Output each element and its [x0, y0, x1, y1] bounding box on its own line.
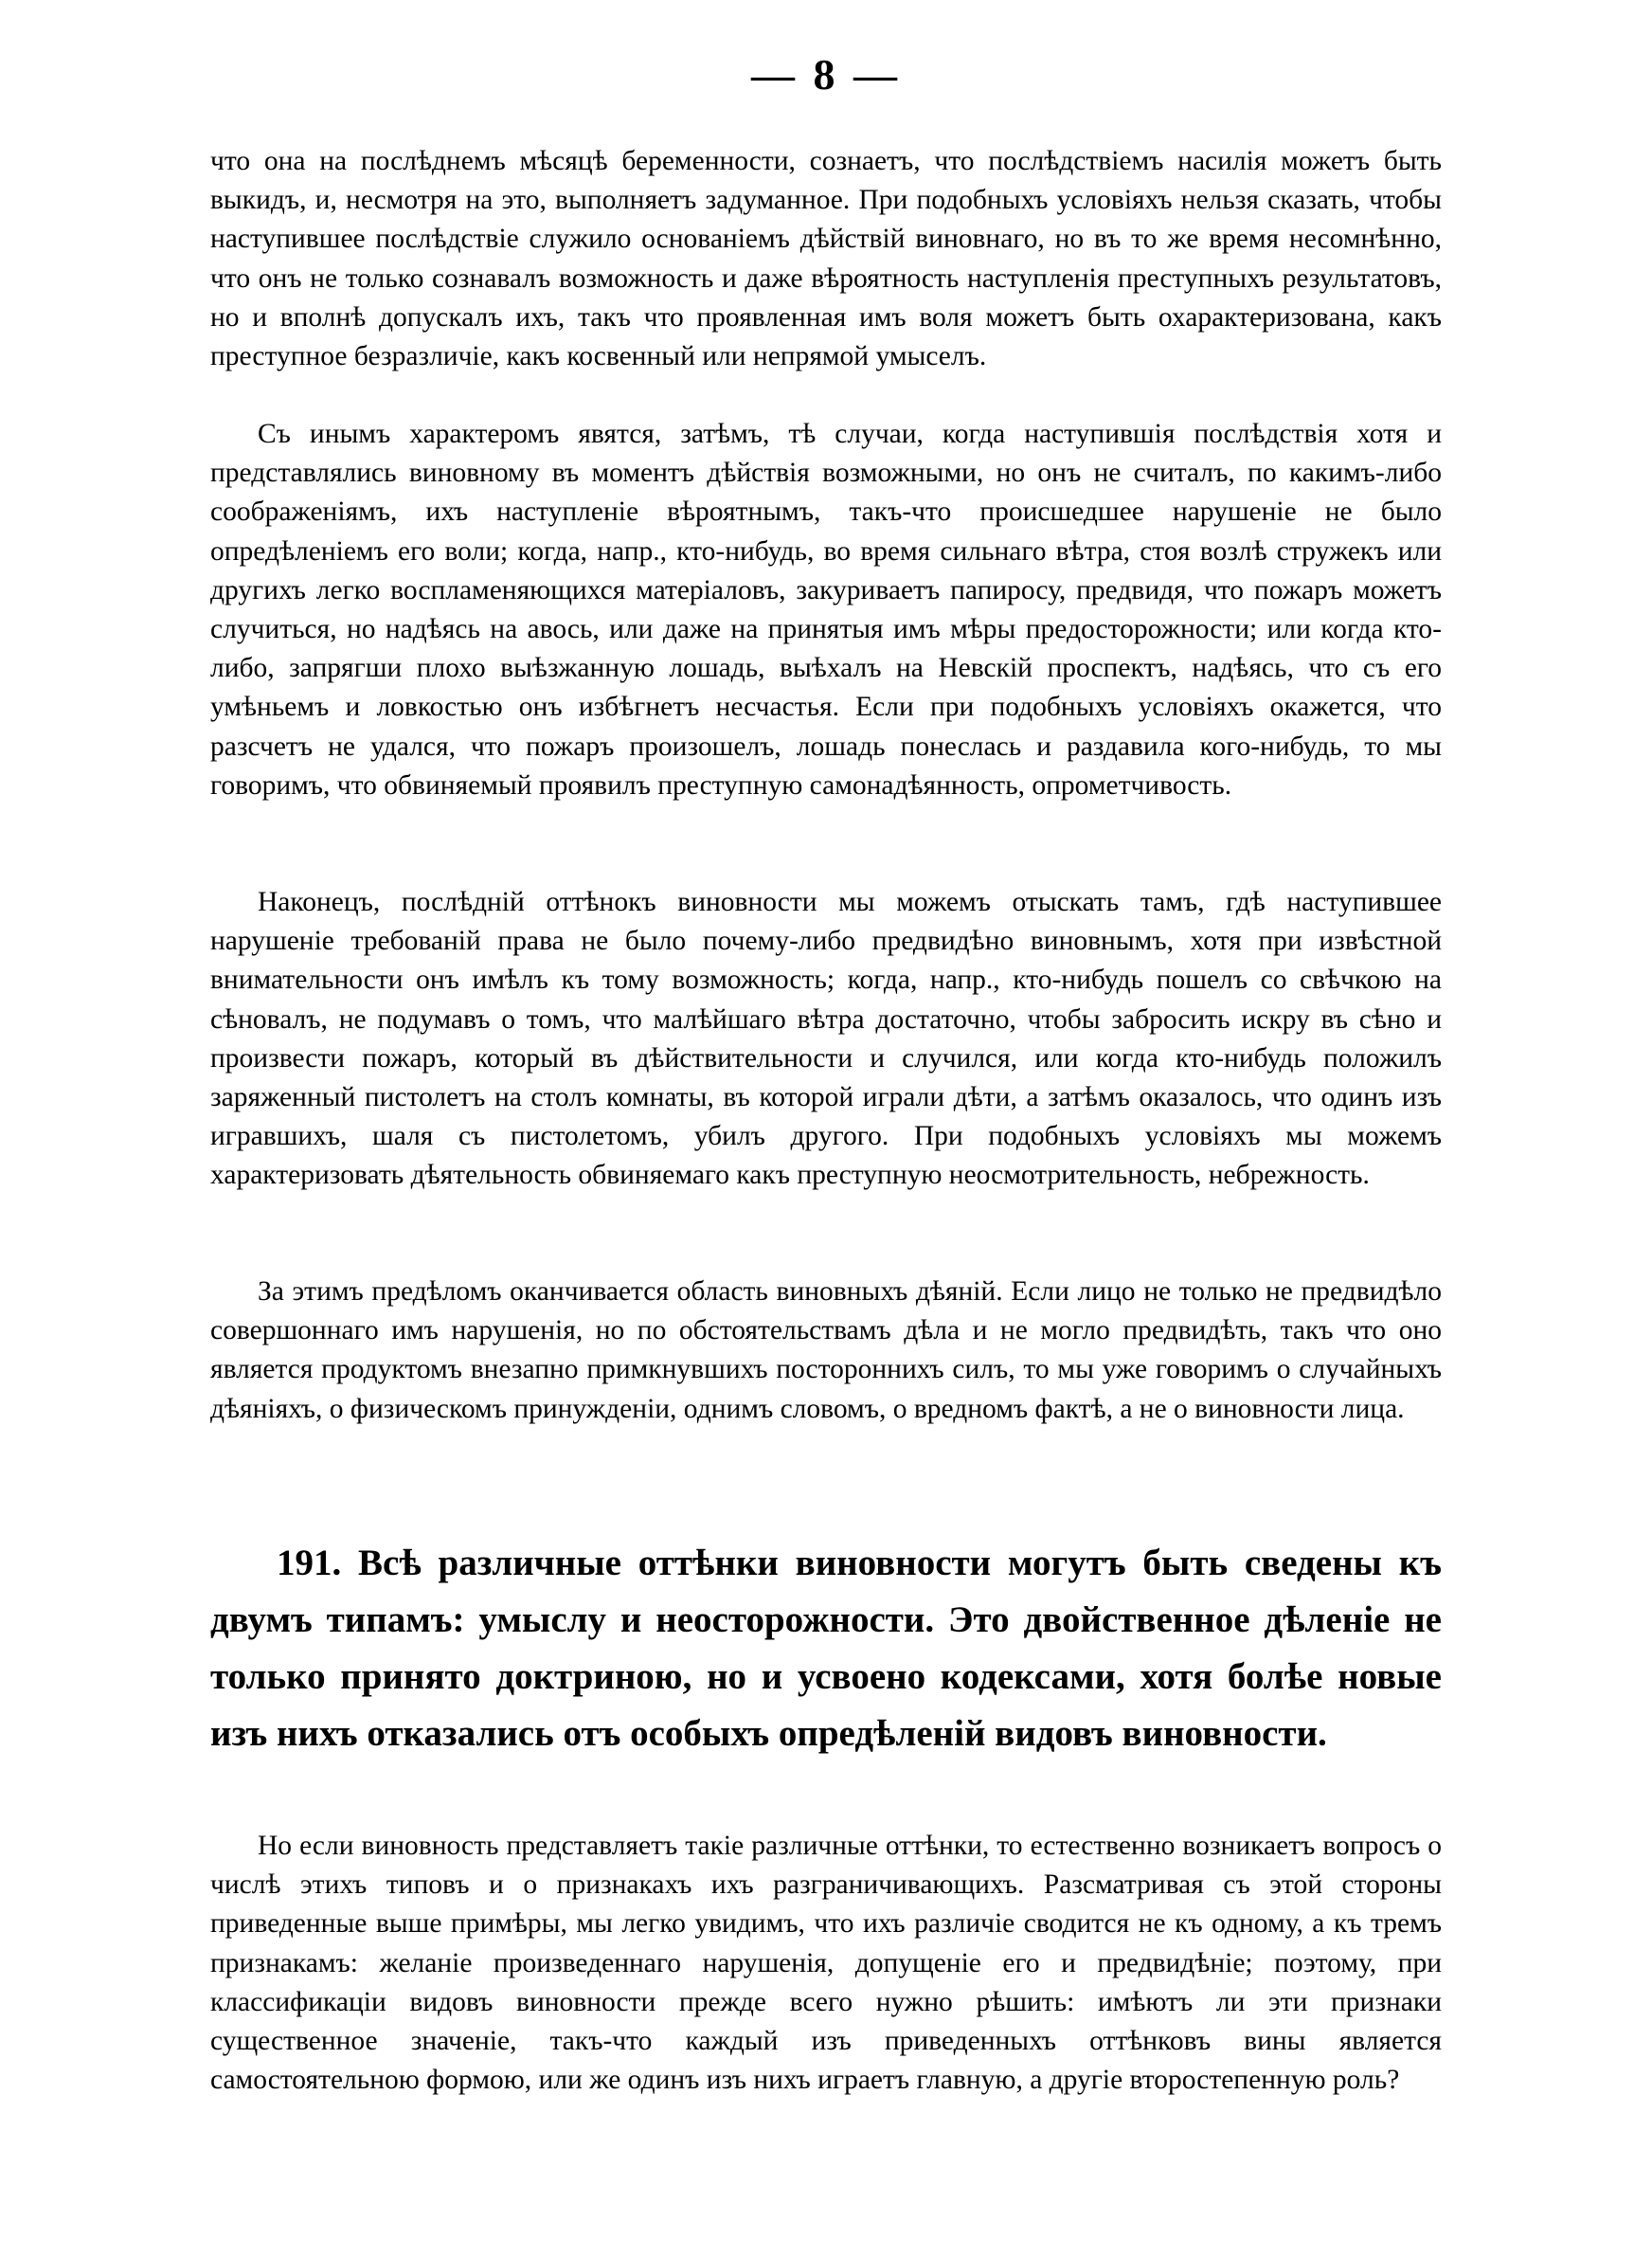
- section-heading-text: Всѣ различные оттѣнки виновности могутъ быть сведены къ двумъ типамъ: умыслу и неосторожности. Это двойственное дѣленіе не только принято доктриною, но и усвоено кодексами, хотя болѣе новые изъ нихъ отказались отъ особыхъ опредѣленій видовъ виновности.: [210, 1543, 1442, 1754]
- paragraph-1: [210, 142, 1442, 376]
- paragraph-5: [210, 1827, 1442, 2100]
- page-number: — 8 —: [751, 50, 901, 99]
- section-number: 191.: [277, 1543, 342, 1583]
- paragraph-2-text: Съ инымъ характеромъ явятся, затѣмъ, тѣ случаи, когда наступившія послѣдствія хотя и представлялись виновному въ моментъ дѣйствія возможными, но онъ не считалъ, по какимъ-либо соображеніямъ, ихъ наступленіе вѣроятнымъ, такъ-что происшедшее нарушеніе не было опредѣленіемъ его воли; когда, напр., кто-нибудь, во время сильнаго вѣтра, стоя возлѣ стружекъ или другихъ легко воспламеняющихся матеріаловъ, закуриваетъ папиросу, предвидя, что пожаръ можетъ случиться, но надѣясь на авось, или даже на принятыя имъ мѣры предосторожности; или когда кто-либо, запрягши плохо выѣзжанную лошадь, выѣхалъ на Невскій проспектъ, надѣясь, что съ его умѣньемъ и ловкостью онъ избѣгнетъ несчастья. Если при подобныхъ условіяхъ окажется, что разсчетъ не удался, что пожаръ произошелъ, лошадь понеслась и раздавила кого-нибудь, то мы говоримъ, что обвиняемый проявилъ преступную самонадѣянность, опрометчивость.: [210, 419, 1442, 801]
- paragraph-1-text: что она на послѣднемъ мѣсяцѣ беременности, сознаетъ, что послѣдствіемъ насилія можетъ быть выкидъ, и, несмотря на это, выполняетъ задуманное. При подобныхъ условіяхъ нельзя сказать, чтобы наступившее послѣдствіе служило основаніемъ дѣйствій виновнаго, но въ то же время несомнѣнно, что онъ не только сознавалъ возможность и даже вѣроятность наступленія преступныхъ результатовъ, но и вполнѣ допускалъ ихъ, такъ что проявленная имъ воля можетъ быть охарактеризована, какъ преступное безразличіе, какъ косвенный или непрямой умыселъ.: [210, 146, 1442, 372]
- paragraph-4-text: За этимъ предѣломъ оканчивается область виновныхъ дѣяній. Если лицо не только не предвидѣло совершоннаго имъ нарушенія, но по обстоятельствамъ дѣла и не могло предвидѣть, такъ что оно является продуктомъ внезапно примкнувшихъ постороннихъ силъ, то мы уже говоримъ о случайныхъ дѣяніяхъ, о физическомъ принужденіи, однимъ словомъ, о вредномъ фактѣ, а не о виновности лица.: [210, 1276, 1442, 1424]
- paragraph-3-text: Наконецъ, послѣдній оттѣнокъ виновности мы можемъ отыскать тамъ, гдѣ наступившее нарушеніе требованій права не было почему-либо предвидѣно виновнымъ, хотя при извѣстной внимательности онъ имѣлъ къ тому возможность; когда, напр., кто-нибудь пошелъ со свѣчкою на сѣновалъ, не подумавъ о томъ, что малѣйшаго вѣтра достаточно, чтобы забросить искру въ сѣно и произвести пожаръ, который въ дѣйствительности и случился, или когда кто-нибудь положилъ заряженный пистолетъ на столъ комнаты, въ которой играли дѣти, а затѣмъ оказалось, что одинъ изъ игравшихъ, шаля съ пистолетомъ, убилъ другого. При подобныхъ условіяхъ мы можемъ характеризовать дѣятельность обвиняемаго какъ преступную неосмотрительность, небрежность.: [210, 887, 1442, 1191]
- section-191-heading: [210, 1535, 1442, 1762]
- paragraph-5-text: Но если виновность представляетъ такіе различные оттѣнки, то естественно возникаетъ вопросъ о числѣ этихъ типовъ и о признакахъ ихъ разграничивающихъ. Разсматривая съ этой стороны приведенные выше примѣры, мы легко увидимъ, что ихъ различіе сводится не къ одному, а къ тремъ признакамъ: желаніе произведеннаго нарушенія, допущеніе его и предвидѣніе; поэтому, при классификаціи видовъ виновности прежде всего нужно рѣшить: имѣютъ ли эти признаки существенное значеніе, такъ-что каждый изъ приведенныхъ оттѣнковъ вины является самостоятельною формою, или же одинъ изъ нихъ играетъ главную, а другіе второстепенную роль?: [210, 1831, 1442, 2096]
- paragraph-4: [210, 1273, 1442, 1429]
- paragraph-2: [210, 415, 1442, 805]
- paragraph-3: [210, 883, 1442, 1196]
